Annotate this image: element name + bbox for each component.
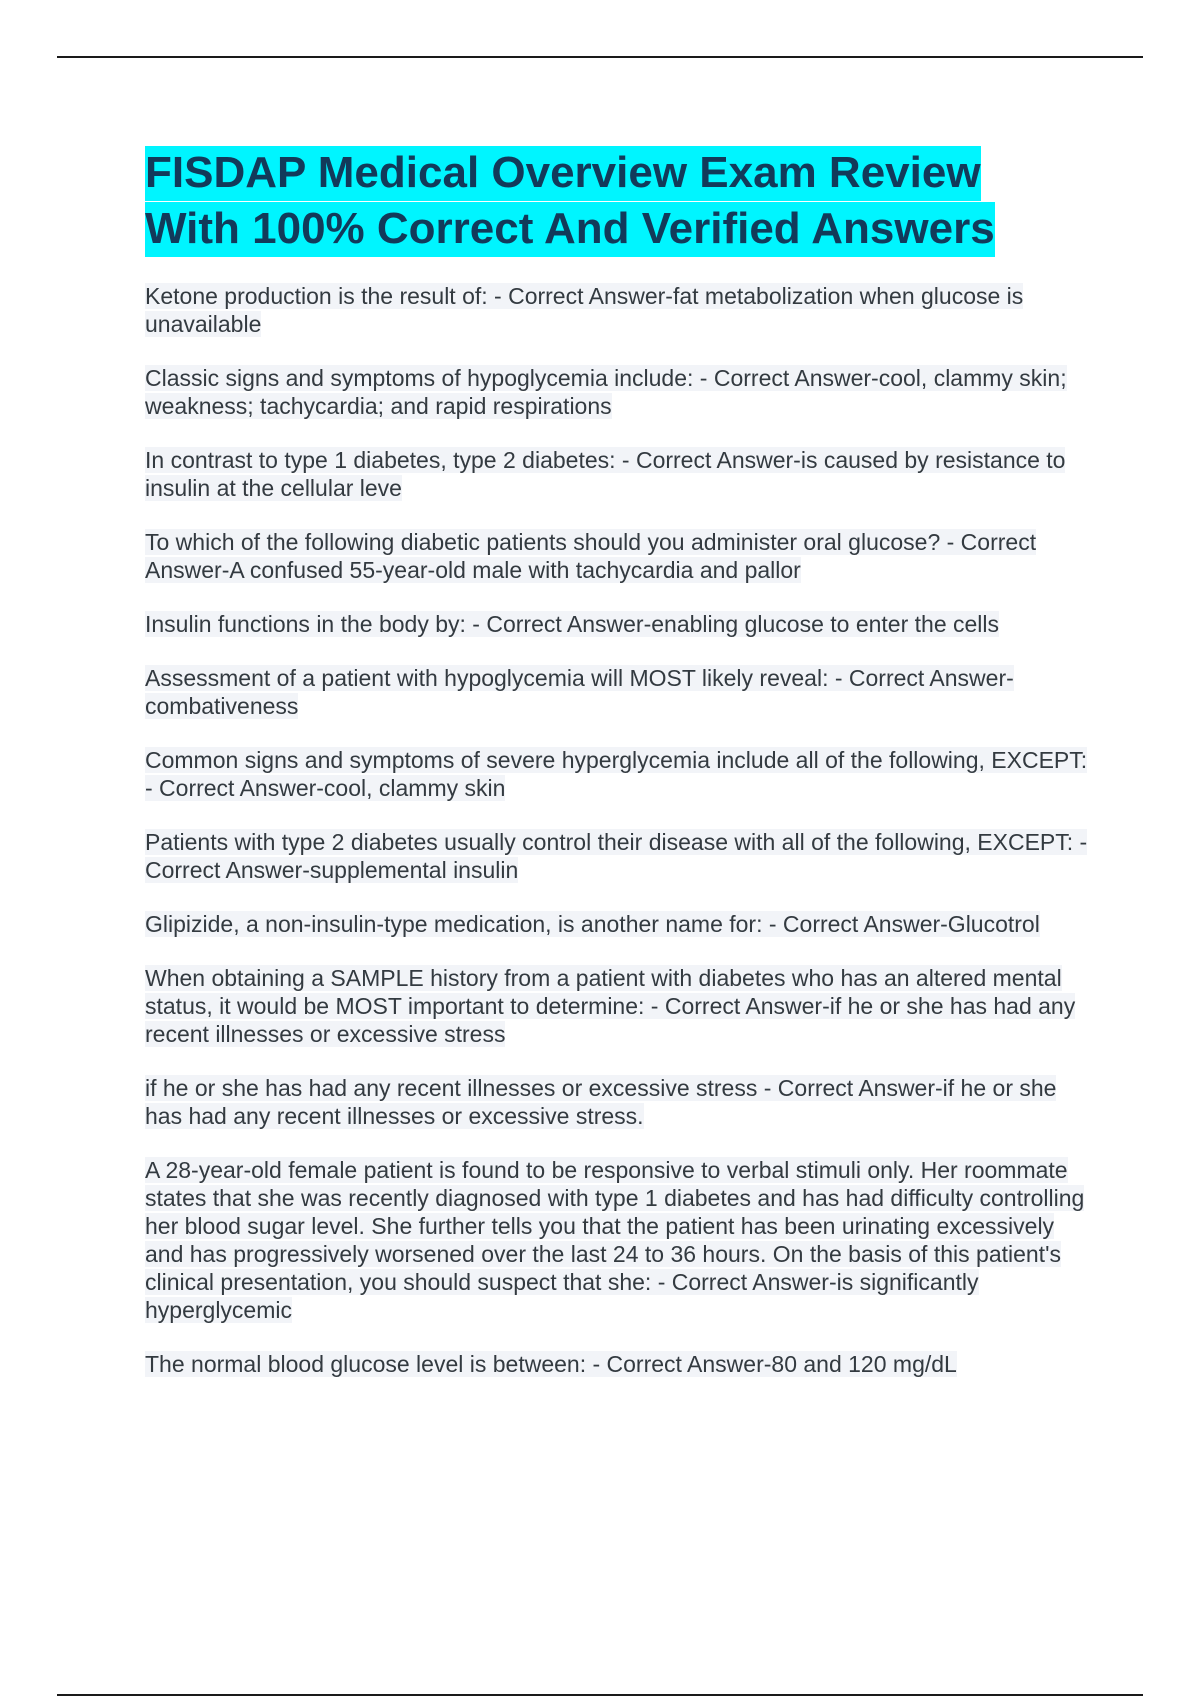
qa-item: if he or she has had any recent illnesses or excessive stress - Correct Answer-if he or she has had any recent illnesses or excessive stress. [145, 1075, 1057, 1129]
qa-item: Assessment of a patient with hypoglycemia will MOST likely reveal: - Correct Answer-combativeness [145, 665, 1014, 719]
bottom-rule [57, 1694, 1143, 1696]
title-line-2: With 100% Correct And Verified Answers [145, 204, 995, 253]
document-body [145, 145, 1090, 1404]
qa-item: Classic signs and symptoms of hypoglycemia include: - Correct Answer-cool, clammy skin; weakness; tachycardia; and rapid respirations [145, 365, 1067, 419]
qa-item: The normal blood glucose level is between: - Correct Answer-80 and 120 mg/dL [145, 1351, 957, 1377]
qa-item: Insulin functions in the body by: - Correct Answer-enabling glucose to enter the cells [145, 611, 1000, 637]
title-highlight [145, 146, 995, 257]
qa-item: Patients with type 2 diabetes usually control their disease with all of the following, EXCEPT: - Correct Answer-supplemental insulin [145, 829, 1088, 883]
top-rule [57, 56, 1143, 58]
qa-item: To which of the following diabetic patients should you administer oral glucose? - Correct Answer-A confused 55-year-old male with tachycardia and pallor [145, 529, 1037, 583]
document-title [145, 145, 1090, 257]
qa-item: When obtaining a SAMPLE history from a patient with diabetes who has an altered mental status, it would be MOST important to determine: - Correct Answer-if he or she has had any recent illnesses or excessive stress [145, 965, 1076, 1047]
qa-item: Glipizide, a non-insulin-type medication, is another name for: - Correct Answer-Glucotrol [145, 911, 1040, 937]
qa-item: In contrast to type 1 diabetes, type 2 diabetes: - Correct Answer-is caused by resistance to insulin at the cellular leve [145, 447, 1066, 501]
qa-item: Common signs and symptoms of severe hyperglycemia include all of the following, EXCEPT: - Correct Answer-cool, clammy skin [145, 747, 1088, 801]
qa-item: Ketone production is the result of: - Correct Answer-fat metabolization when glucose is unavailable [145, 283, 1024, 337]
qa-item: A 28-year-old female patient is found to be responsive to verbal stimuli only. Her roommate states that she was recently diagnosed with type 1 diabetes and has had difficulty controlling her blood sugar level. She further tells you that the patient has been urinating excessively and has progressively worsened over the last 24 to 36 hours. On the basis of this patient's clinical presentation, you should suspect that she: - Correct Answer-is significantly hyperglycemic [145, 1157, 1085, 1323]
title-line-1: FISDAP Medical Overview Exam Review [145, 148, 981, 197]
